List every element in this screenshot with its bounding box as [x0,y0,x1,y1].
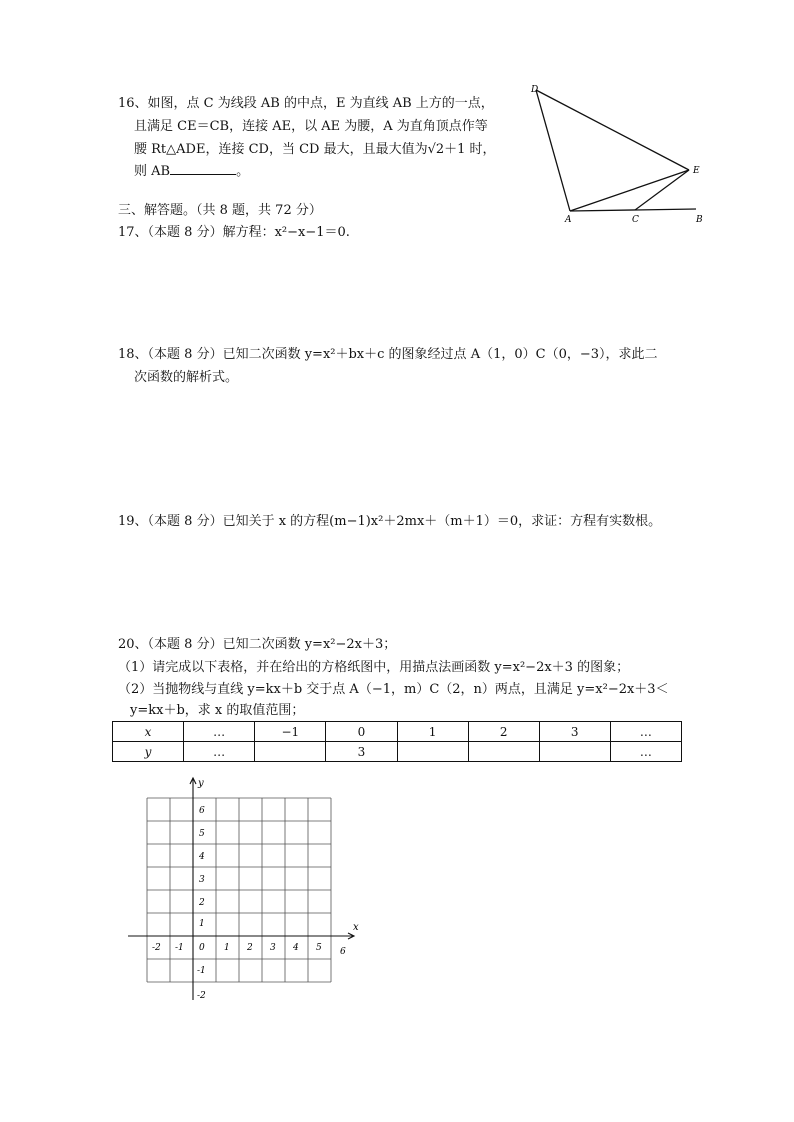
label-d: D [531,85,539,95]
axis-label-x: x [353,922,359,933]
label-c: C [632,215,639,225]
q16-line2: 且满足 CE＝CB，连接 AE，以 AE 为腰，A 为直角顶点作等 [134,119,488,134]
table-cell: 3 [326,742,397,762]
q16-answer-blank[interactable] [170,162,236,175]
y-tick-label: 6 [199,806,205,816]
value-table [112,721,682,762]
q16-line4 [134,162,249,181]
x-tick-label: 5 [316,943,322,953]
table-row-y [113,742,682,762]
y-tick-label: 1 [199,919,205,929]
y-tick-label: 4 [199,852,205,862]
table-cell: … [184,722,255,742]
segment-de [536,90,689,170]
y-tick-label: 5 [199,829,205,839]
q18-line1: 18、（本题 8 分）已知二次函数 y=x²＋bx＋c 的图象经过点 A（1，0）C（0，−3），求此二 [118,347,658,362]
q20-line2: （1）请完成以下表格，并在给出的方格纸图中，用描点法画函数 y=x²−2x＋3 的图象； [118,660,630,675]
y-tick-label: 3 [199,875,205,885]
table-cell: … [610,722,681,742]
label-a: A [565,215,572,225]
y-tick-label: 2 [199,898,205,908]
x-tick-label: 4 [293,943,299,953]
label-e: E [693,166,700,176]
coordinate-grid[interactable] [120,772,370,1012]
table-cell[interactable] [397,742,468,762]
q20-line3: （2）当抛物线与直线 y=kx＋b 交于点 A（−1，m）C（2，n）两点，且满足 y=x²−2x＋3＜ [118,682,669,697]
table-cell: y [113,742,184,762]
x-tick-label: 3 [270,943,276,953]
y-tick-label: -1 [197,966,206,976]
q18-line2: 次函数的解析式。 [134,370,239,385]
segment-ae [570,170,689,211]
table-cell[interactable] [539,742,610,762]
q16-line3: 腰 Rt△ADE，连接 CD，当 CD 最大，且最大值为√2＋1 时， [134,142,496,157]
axis-label-y: y [198,778,204,789]
x-tick-label: 6 [340,947,346,957]
table-cell: 2 [468,722,539,742]
q16-line1: 16、如图，点 C 为线段 AB 的中点，E 为直线 AB 上方的一点， [118,96,494,111]
x-tick-label: -1 [175,943,184,953]
x-tick-label: 1 [224,943,230,953]
section-heading: 三、解答题。（共 8 题，共 72 分） [118,203,322,218]
segment-ab [570,209,696,211]
q20-line4: y=kx＋b，求 x 的取值范围； [130,703,305,718]
q16-answer-suffix: 。 [236,164,250,179]
table-cell: … [610,742,681,762]
table-cell: 0 [326,722,397,742]
table-cell: 3 [539,722,610,742]
table-cell: x [113,722,184,742]
label-b: B [696,215,703,225]
segment-ce [635,170,689,210]
table-cell: −1 [255,722,326,742]
x-tick-label: 0 [199,943,205,953]
table-cell[interactable] [468,742,539,762]
q16-answer-prefix: 则 AB [134,164,171,179]
segment-da [536,90,570,211]
x-tick-label: 2 [247,943,253,953]
q19-text: 19、（本题 8 分）已知关于 x 的方程(m−1)x²＋2mx＋（m＋1）＝0，求证：方程有实数根。 [118,514,662,529]
table-cell: 1 [397,722,468,742]
x-tick-label: -2 [152,943,161,953]
triangle-figure [525,80,710,230]
table-cell: … [184,742,255,762]
q17-text: 17、（本题 8 分）解方程：x²−x−1＝0. [118,225,350,240]
table-cell[interactable] [255,742,326,762]
y-tick-label: -2 [197,991,206,1001]
table-row-x [113,722,682,742]
q20-line1: 20、（本题 8 分）已知二次函数 y=x²−2x＋3； [118,637,397,652]
